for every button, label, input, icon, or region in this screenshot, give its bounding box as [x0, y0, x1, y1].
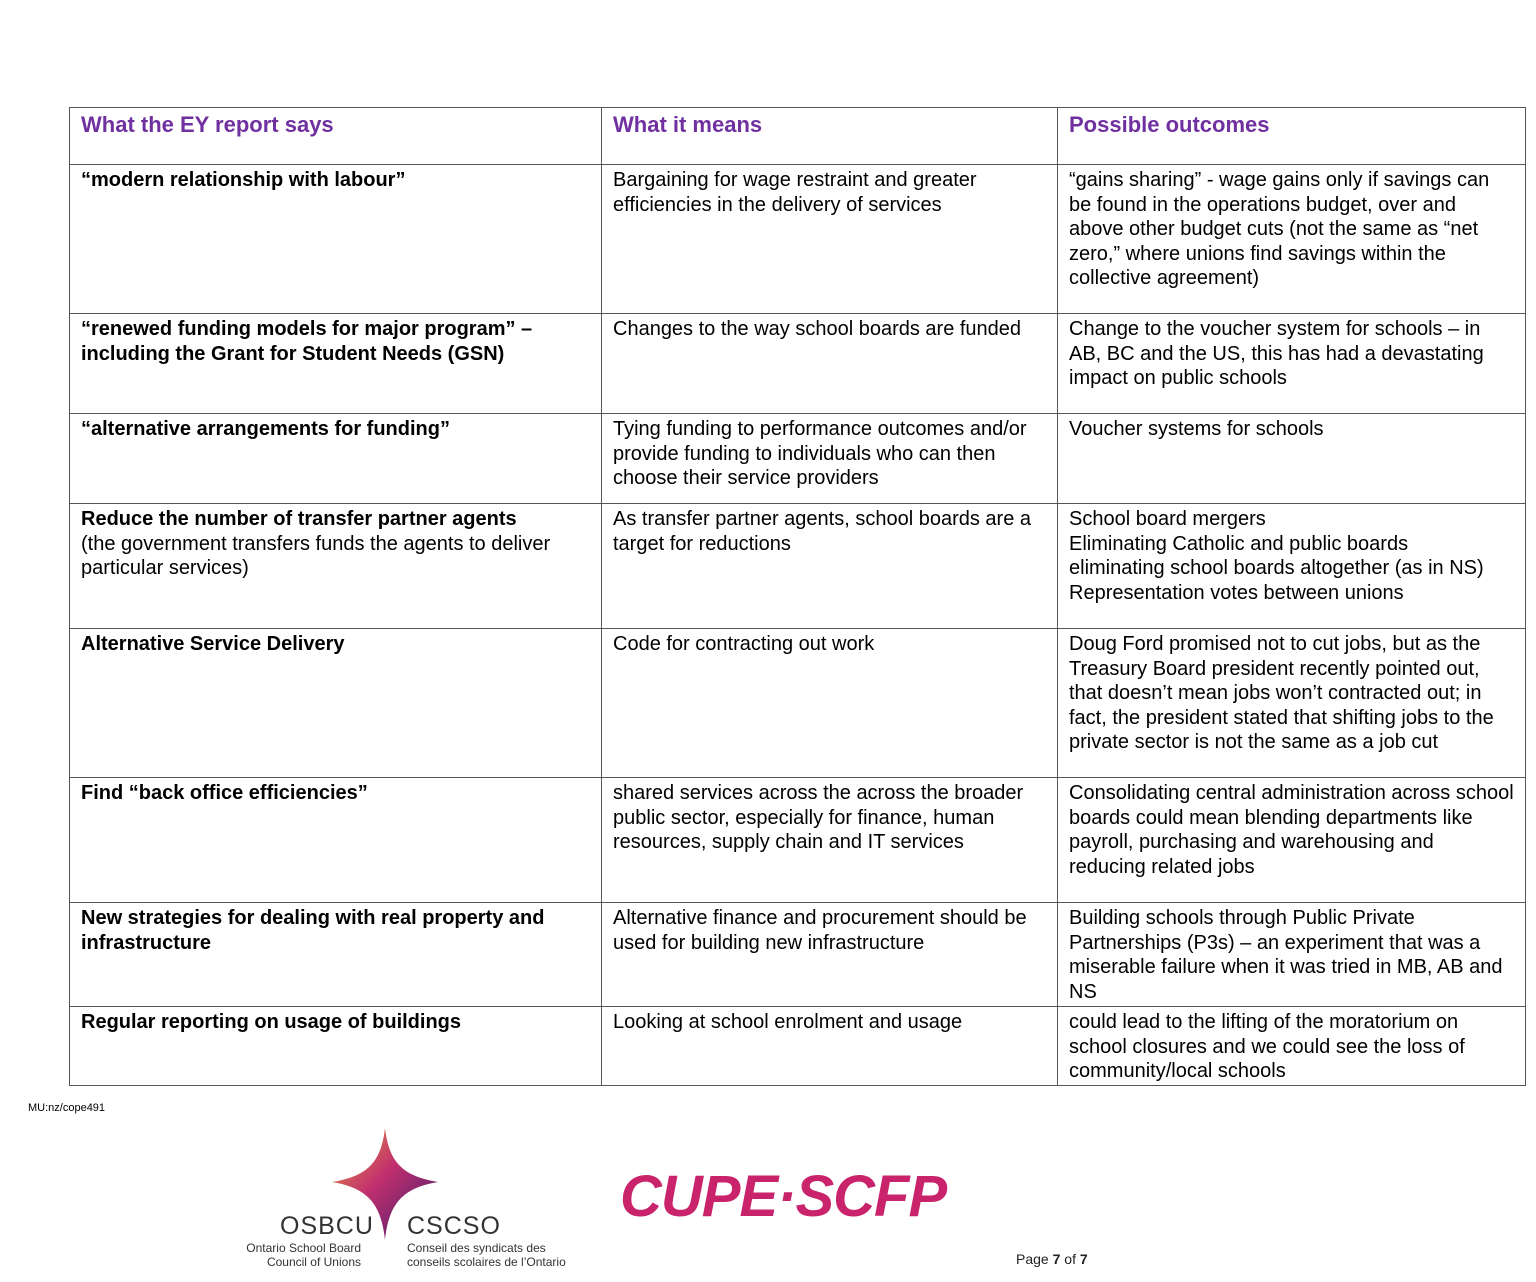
cell-means: Changes to the way school boards are funded	[602, 314, 1058, 414]
cell-means: Code for contracting out work	[602, 629, 1058, 778]
outcome-line: Doug Ford promised not to cut jobs, but as the Treasury Board president recently pointed out, that doesn’t mean jobs won’t contracted out; in fact, the president stated that shifting jobs to the private sector is not the same as a job cut	[1069, 633, 1494, 754]
table-row	[70, 778, 1526, 903]
outcome-line: Building schools through Public Private Partnerships (P3s) – an experiment that was a miserable failure when it was tried in MB, AB and NS	[1069, 907, 1503, 1003]
outcome-line: Eliminating Catholic and public boards	[1069, 532, 1409, 555]
page-of: of	[1064, 1251, 1076, 1267]
says-text: Alternative Service Delivery	[81, 633, 345, 655]
cell-outcomes	[1058, 504, 1526, 629]
outcome-line: Change to the voucher system for schools – in AB, BC and the US, this has had a devastating impact on public schools	[1069, 318, 1484, 390]
outcome-line: Voucher systems for schools	[1069, 418, 1324, 440]
says-text: New strategies for dealing with real property and infrastructure	[81, 907, 545, 954]
outcome-line: School board mergers	[1069, 508, 1266, 530]
says-text: Find “back office efficiencies”	[81, 782, 368, 804]
cscso-name-line: conseils scolaires de l’Ontario	[407, 1255, 566, 1269]
cell-means: Alternative finance and procurement should be used for building new infrastructure	[602, 903, 1058, 1007]
osbcu-name-line: Council of Unions	[266, 1255, 361, 1269]
cell-outcomes	[1058, 414, 1526, 504]
outcome-line: Consolidating central administration across school boards could mean blending departments like payroll, purchasing and warehousing and reducing related jobs	[1069, 782, 1514, 878]
cell-means: shared services across the across the broader public sector, especially for finance, human resources, supply chain and IT services	[602, 778, 1058, 903]
page-number	[1016, 1251, 1088, 1267]
cell-means: Tying funding to performance outcomes and/or provide funding to individuals who can then choose their service providers	[602, 414, 1058, 504]
says-text: “alternative arrangements for funding”	[81, 418, 450, 440]
cell-outcomes	[1058, 629, 1526, 778]
table-row	[70, 414, 1526, 504]
outcome-line: Representation votes between unions	[1069, 581, 1404, 604]
osbcu-abbr: OSBCU	[280, 1212, 374, 1240]
osbcu-name-line: Ontario School Board	[246, 1241, 361, 1255]
table-row	[70, 314, 1526, 414]
says-text: “modern relationship with labour”	[81, 169, 406, 191]
says-note: (the government transfers funds the agents to deliver particular services)	[81, 532, 551, 580]
table-row	[70, 165, 1526, 314]
cscso-abbr: CSCSO	[407, 1212, 501, 1240]
table-row	[70, 1007, 1526, 1086]
cell-outcomes	[1058, 903, 1526, 1007]
cell-means: As transfer partner agents, school boards are a target for reductions	[602, 504, 1058, 629]
cell-outcomes	[1058, 778, 1526, 903]
cell-means: Looking at school enrolment and usage	[602, 1007, 1058, 1086]
outcome-line: eliminating school boards altogether (as in NS)	[1069, 557, 1484, 580]
cell-says	[70, 1007, 602, 1086]
outcome-line: could lead to the lifting of the moratorium on school closures and we could see the loss of community/local schools	[1069, 1011, 1465, 1083]
table-row	[70, 504, 1526, 629]
cell-says	[70, 903, 602, 1007]
page-current: 7	[1052, 1251, 1061, 1267]
outcome-line: “gains sharing” - wage gains only if savings can be found in the operations budget, over and above other budget cuts (not the same as “net zero,” where unions find savings within the collective agreement)	[1069, 169, 1490, 290]
table-row	[70, 629, 1526, 778]
cell-says	[70, 165, 602, 314]
cscso-full-name	[407, 1241, 587, 1269]
table-header-row	[70, 108, 1526, 165]
header-possible-outcomes: Possible outcomes	[1058, 108, 1526, 165]
ey-report-table	[69, 107, 1526, 1086]
cell-outcomes	[1058, 165, 1526, 314]
says-text: Regular reporting on usage of buildings	[81, 1011, 462, 1033]
cscso-name-line: Conseil des syndicats des	[407, 1241, 546, 1255]
cell-says	[70, 629, 602, 778]
osbcu-logo	[236, 1128, 581, 1273]
cupe-scfp-logo: CUPE·SCFP	[620, 1164, 947, 1229]
header-what-report-says: What the EY report says	[70, 108, 602, 165]
says-text: “renewed funding models for major program” – including the Grant for Student Needs (GSN)	[81, 318, 533, 365]
cell-means: Bargaining for wage restraint and greater efficiencies in the delivery of services	[602, 165, 1058, 314]
cell-outcomes	[1058, 314, 1526, 414]
page-total: 7	[1079, 1251, 1088, 1267]
cell-says	[70, 778, 602, 903]
cell-outcomes	[1058, 1007, 1526, 1086]
page-prefix: Page	[1016, 1251, 1049, 1267]
table-row	[70, 903, 1526, 1007]
osbcu-full-name	[236, 1241, 361, 1269]
cell-says	[70, 414, 602, 504]
cell-says	[70, 314, 602, 414]
says-text: Reduce the number of transfer partner agents	[81, 508, 517, 530]
document-code: MU:nz/cope491	[28, 1102, 106, 1114]
header-what-it-means: What it means	[602, 108, 1058, 165]
cell-says	[70, 504, 602, 629]
